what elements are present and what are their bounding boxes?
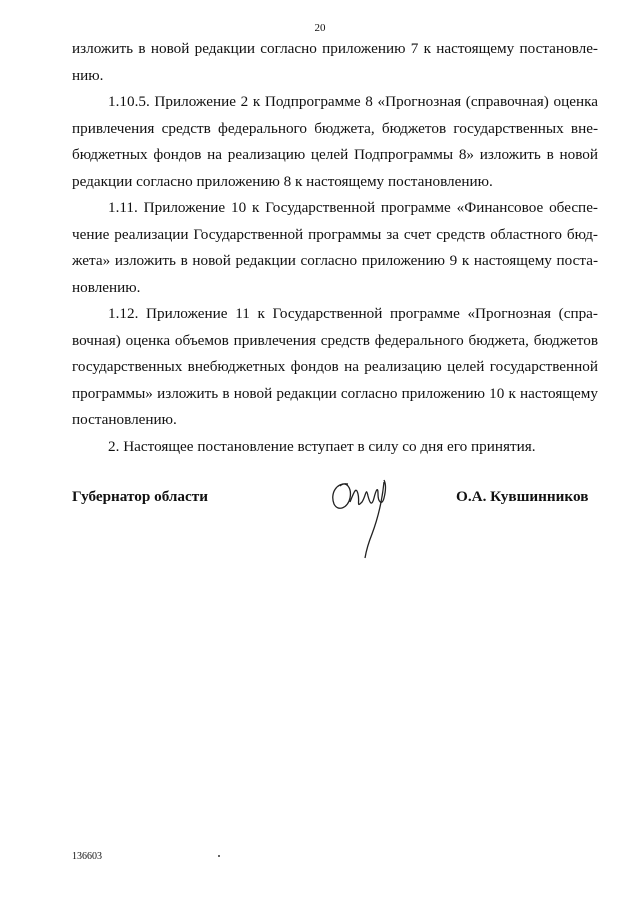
text-line: жета» изложить в новой редакции согласно приложению 9 к настоящему поста- [72,252,598,270]
paragraph-1-11 [72,195,598,301]
text-line: государственных внебюджетных фондов на реализацию целей государственной [72,358,598,376]
text-line: редакции согласно приложению 8 к настоящему постановлению. [72,172,493,190]
text-line: 1.10.5. Приложение 2 к Подпрограмме 8 «Прогнозная (справочная) оценка [108,93,598,110]
text-line: новлению. [72,278,141,296]
text-line: постановлению. [72,411,177,429]
text-line: вочная) оценка объемов привлечения средств федерального бюджета, бюджетов [72,331,598,349]
text-line: 1.11. Приложение 10 к Государственной программе «Финансовое обеспе- [108,199,598,216]
text-line: нию. [72,66,104,84]
paragraph-1-10-5 [72,89,598,195]
text-line: 1.12. Приложение 11 к Государственной программе «Прогнозная (спра- [108,305,598,322]
signatory-title: Губернатор области [72,488,208,505]
text-line: бюджетных фондов на реализацию целей Подпрограммы 8» изложить в новой [72,146,598,164]
handwritten-signature [326,472,396,560]
paragraph-2 [72,434,598,461]
stray-mark [218,855,220,857]
text-line: чение реализации Государственной программы за счет средств областного бюд- [72,225,598,243]
text-line: привлечения средств федерального бюджета, бюджетов государственных вне- [72,119,598,137]
text-line: 2. Настоящее постановление вступает в силу со дня его принятия. [108,438,536,455]
page-number: 20 [314,22,326,34]
text-line: программы» изложить в новой редакции согласно приложению 10 к настоящему [72,384,598,402]
signatory-name: О.А. Кувшинников [456,488,589,505]
text-line: изложить в новой редакции согласно приложению 7 к настоящему постановле- [72,40,598,57]
paragraph-1-12 [72,301,598,434]
document-id: 136603 [72,851,102,862]
continuation-paragraph [72,36,598,89]
